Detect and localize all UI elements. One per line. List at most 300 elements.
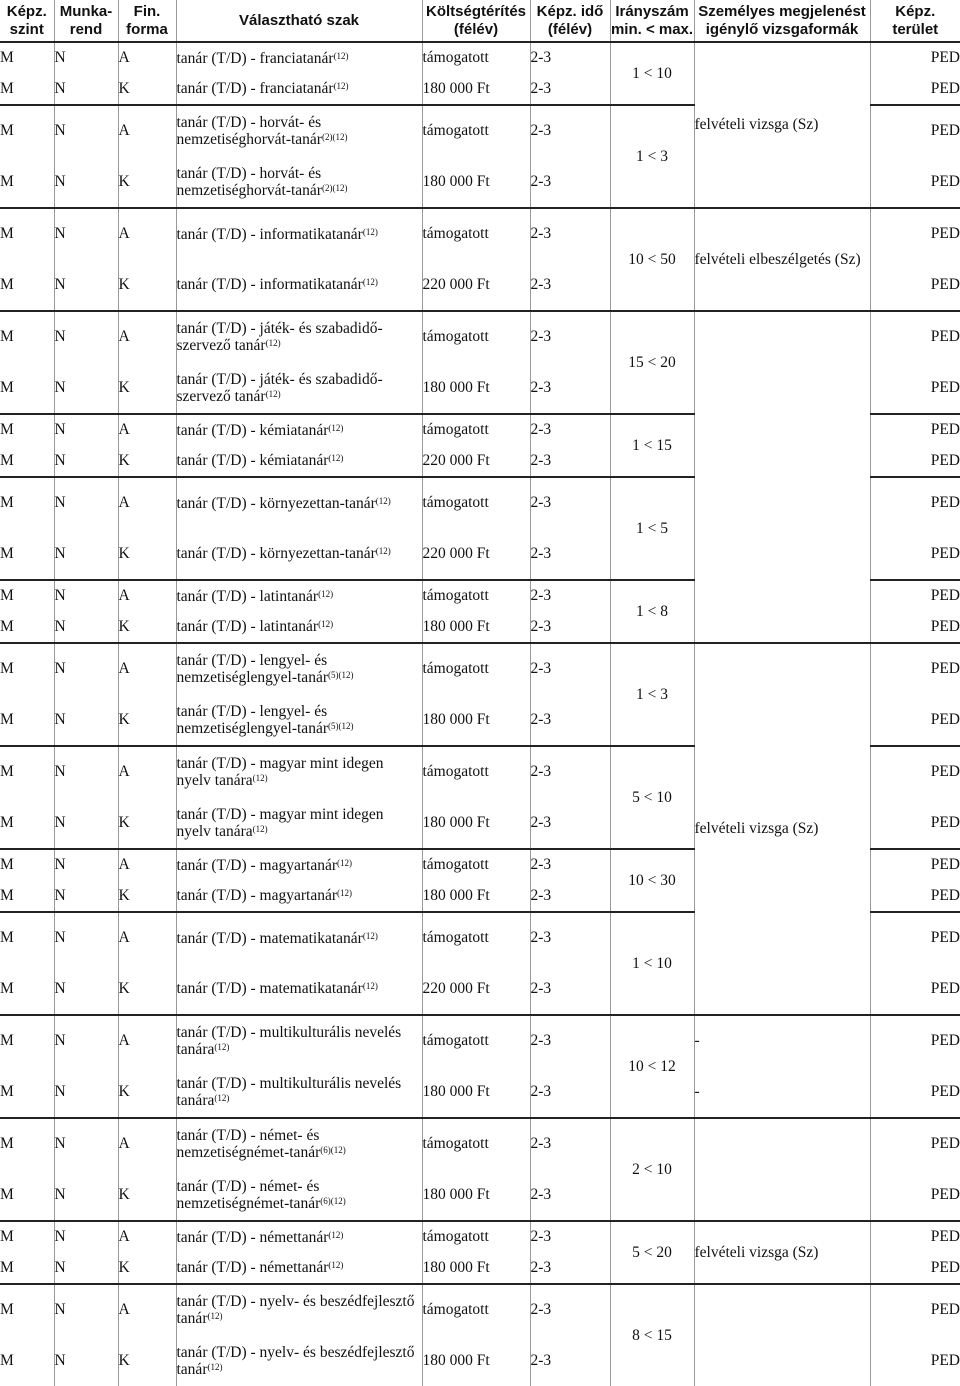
workmode-cell: N [54, 208, 118, 260]
workmode-cell: N [54, 1118, 118, 1170]
szak-cell [176, 964, 422, 1016]
workmode-cell: N [54, 964, 118, 1016]
szak-name: tanár (T/D) - nyelv- és beszédfejlesztő tanár [177, 1344, 415, 1378]
cost-cell: támogatott [422, 311, 530, 363]
footnote-ref: (5)(12) [328, 721, 354, 731]
footnote-ref: (12) [318, 589, 333, 599]
workmode-cell: N [54, 695, 118, 747]
level-cell: M [0, 1336, 54, 1386]
szak-name: tanár (T/D) - német- és nemzetiségnémet-tanár [177, 1127, 321, 1161]
level-cell: M [0, 363, 54, 415]
table-header [0, 0, 960, 42]
szak-cell [176, 208, 422, 260]
table-row [0, 1118, 960, 1170]
vizsga-cell: - [694, 1067, 870, 1119]
footnote-ref: (12) [328, 1260, 343, 1270]
duration-cell: 2-3 [530, 798, 610, 850]
szak-cell [176, 1336, 422, 1386]
duration-cell: 2-3 [530, 414, 610, 446]
footnote-ref: (12) [253, 824, 268, 834]
duration-cell: 2-3 [530, 529, 610, 581]
cost-cell: 220 000 Ft [422, 260, 530, 312]
footnote-ref: (5)(12) [328, 670, 354, 680]
finance-cell: K [118, 529, 176, 581]
terulet-cell: PED [870, 414, 960, 446]
terulet-cell: PED [870, 363, 960, 415]
szak-cell [176, 746, 422, 798]
iranyszam-cell: 1 < 15 [610, 414, 694, 477]
szak-cell [176, 1253, 422, 1285]
finance-cell: K [118, 964, 176, 1016]
duration-cell: 2-3 [530, 208, 610, 260]
szak-cell [176, 477, 422, 529]
header-iranyszam: Irányszám min. < max. [610, 0, 694, 42]
footnote-ref: (12) [266, 338, 281, 348]
finance-cell: K [118, 1170, 176, 1222]
table-row [0, 42, 960, 74]
szak-name: tanár (T/D) - némettanár [177, 1229, 329, 1246]
footnote-ref: (12) [207, 1311, 222, 1321]
szak-cell [176, 580, 422, 612]
terulet-cell: PED [870, 208, 960, 260]
workmode-cell: N [54, 580, 118, 612]
cost-cell: 220 000 Ft [422, 446, 530, 478]
header-vizsgaformak: Személyes megjelenést igénylő vizsgaformák [694, 0, 870, 42]
duration-cell: 2-3 [530, 964, 610, 1016]
cost-cell: támogatott [422, 208, 530, 260]
cost-cell: 180 000 Ft [422, 612, 530, 644]
cost-cell: támogatott [422, 1015, 530, 1067]
duration-cell: 2-3 [530, 1253, 610, 1285]
szak-name: tanár (T/D) - német- és nemzetiségnémet-tanár [177, 1178, 321, 1212]
level-cell: M [0, 1067, 54, 1119]
iranyszam-cell: 1 < 3 [610, 643, 694, 746]
duration-cell: 2-3 [530, 580, 610, 612]
workmode-cell: N [54, 643, 118, 695]
level-cell: M [0, 1253, 54, 1285]
terulet-cell: PED [870, 1015, 960, 1067]
level-cell: M [0, 260, 54, 312]
vizsga-cell: felvételi elbeszélgetés (Sz) [694, 208, 870, 311]
footnote-ref: (2)(12) [322, 132, 348, 142]
terulet-cell: PED [870, 157, 960, 209]
header-munkarend: Munka-rend [54, 0, 118, 42]
workmode-cell: N [54, 1284, 118, 1336]
footnote-ref: (12) [318, 619, 333, 629]
level-cell: M [0, 42, 54, 74]
level-cell: M [0, 849, 54, 881]
terulet-cell: PED [870, 746, 960, 798]
vizsga-cell: felvételi vizsga (Sz) [694, 42, 870, 208]
duration-cell: 2-3 [530, 912, 610, 964]
duration-cell: 2-3 [530, 311, 610, 363]
level-cell: M [0, 105, 54, 157]
level-cell: M [0, 311, 54, 363]
footnote-ref: (12) [337, 888, 352, 898]
iranyszam-cell: 10 < 30 [610, 849, 694, 912]
cost-cell: 180 000 Ft [422, 1170, 530, 1222]
cost-cell: támogatott [422, 643, 530, 695]
workmode-cell: N [54, 912, 118, 964]
terulet-cell: PED [870, 612, 960, 644]
szak-cell [176, 446, 422, 478]
finance-cell: A [118, 1118, 176, 1170]
table-row [0, 643, 960, 695]
terulet-cell: PED [870, 105, 960, 157]
cost-cell: 180 000 Ft [422, 1067, 530, 1119]
footnote-ref: (12) [328, 423, 343, 433]
duration-cell: 2-3 [530, 695, 610, 747]
szak-name: tanár (T/D) - játék- és szabadidő-szervező tanár [177, 320, 383, 354]
szak-cell [176, 42, 422, 74]
finance-cell: A [118, 1015, 176, 1067]
iranyszam-cell: 10 < 50 [610, 208, 694, 311]
duration-cell: 2-3 [530, 849, 610, 881]
footnote-ref: (12) [363, 981, 378, 991]
szak-cell [176, 1170, 422, 1222]
szak-name: tanár (T/D) - horvát- és nemzetiséghorvát-tanár [177, 165, 322, 199]
workmode-cell: N [54, 446, 118, 478]
vizsga-cell-empty [694, 311, 870, 643]
level-cell: M [0, 1284, 54, 1336]
terulet-cell: PED [870, 260, 960, 312]
szak-cell [176, 260, 422, 312]
szak-name: tanár (T/D) - kémiatanár [177, 452, 329, 469]
szak-name: tanár (T/D) - matematikatanár [177, 930, 363, 947]
cost-cell: 180 000 Ft [422, 881, 530, 913]
workmode-cell: N [54, 1253, 118, 1285]
finance-cell: K [118, 881, 176, 913]
level-cell: M [0, 746, 54, 798]
szak-cell [176, 1221, 422, 1253]
cost-cell: támogatott [422, 1284, 530, 1336]
finance-cell: K [118, 1067, 176, 1119]
cost-cell: 180 000 Ft [422, 798, 530, 850]
header-valaszthato-szak: Választható szak [176, 0, 422, 42]
szak-cell [176, 849, 422, 881]
szak-name: tanár (T/D) - némettanár [177, 1259, 329, 1276]
szak-cell [176, 1067, 422, 1119]
workmode-cell: N [54, 746, 118, 798]
terulet-cell: PED [870, 881, 960, 913]
cost-cell: 180 000 Ft [422, 157, 530, 209]
finance-cell: A [118, 643, 176, 695]
workmode-cell: N [54, 1170, 118, 1222]
szak-name: tanár (T/D) - franciatanár [177, 50, 334, 67]
finance-cell: A [118, 746, 176, 798]
duration-cell: 2-3 [530, 612, 610, 644]
terulet-cell: PED [870, 42, 960, 74]
footnote-ref: (12) [363, 227, 378, 237]
cost-cell: 180 000 Ft [422, 363, 530, 415]
iranyszam-cell: 5 < 20 [610, 1221, 694, 1284]
finance-cell: A [118, 105, 176, 157]
duration-cell: 2-3 [530, 746, 610, 798]
workmode-cell: N [54, 881, 118, 913]
duration-cell: 2-3 [530, 1336, 610, 1386]
workmode-cell: N [54, 311, 118, 363]
cost-cell: támogatott [422, 414, 530, 446]
iranyszam-cell: 1 < 3 [610, 105, 694, 208]
workmode-cell: N [54, 849, 118, 881]
level-cell: M [0, 643, 54, 695]
footnote-ref: (12) [253, 773, 268, 783]
level-cell: M [0, 529, 54, 581]
cost-cell: támogatott [422, 912, 530, 964]
duration-cell: 2-3 [530, 1118, 610, 1170]
cost-cell: támogatott [422, 746, 530, 798]
terulet-cell: PED [870, 1067, 960, 1119]
level-cell: M [0, 446, 54, 478]
level-cell: M [0, 477, 54, 529]
duration-cell: 2-3 [530, 1284, 610, 1336]
level-cell: M [0, 208, 54, 260]
cost-cell: támogatott [422, 477, 530, 529]
szak-cell [176, 74, 422, 106]
header-kepz-ido: Képz. idő (félév) [530, 0, 610, 42]
duration-cell: 2-3 [530, 477, 610, 529]
szak-name: tanár (T/D) - magyar mint idegen nyelv tanára [177, 755, 384, 789]
szak-cell [176, 798, 422, 850]
cost-cell: támogatott [422, 849, 530, 881]
duration-cell: 2-3 [530, 363, 610, 415]
duration-cell: 2-3 [530, 1015, 610, 1067]
finance-cell: A [118, 580, 176, 612]
szak-name: tanár (T/D) - multikulturális nevelés tanára [177, 1075, 402, 1109]
workmode-cell: N [54, 363, 118, 415]
header-kepz-szint: Képz. szint [0, 0, 54, 42]
finance-cell: A [118, 414, 176, 446]
terulet-cell: PED [870, 695, 960, 747]
workmode-cell: N [54, 105, 118, 157]
iranyszam-cell: 15 < 20 [610, 311, 694, 414]
workmode-cell: N [54, 612, 118, 644]
finance-cell: K [118, 612, 176, 644]
footnote-ref: (12) [363, 931, 378, 941]
table-body [0, 42, 960, 1386]
footnote-ref: (12) [207, 1362, 222, 1372]
szak-cell [176, 157, 422, 209]
terulet-cell: PED [870, 964, 960, 1016]
szak-name: tanár (T/D) - környezettan-tanár [177, 495, 376, 512]
level-cell: M [0, 1221, 54, 1253]
workmode-cell: N [54, 260, 118, 312]
workmode-cell: N [54, 414, 118, 446]
workmode-cell: N [54, 477, 118, 529]
terulet-cell: PED [870, 912, 960, 964]
cost-cell: 180 000 Ft [422, 74, 530, 106]
workmode-cell: N [54, 798, 118, 850]
header-fin-forma: Fin. forma [118, 0, 176, 42]
table-row [0, 1067, 960, 1119]
table-row [0, 311, 960, 363]
vizsga-cell: - [694, 1015, 870, 1067]
finance-cell: A [118, 912, 176, 964]
finance-cell: A [118, 477, 176, 529]
footnote-ref: (12) [363, 277, 378, 287]
level-cell: M [0, 1118, 54, 1170]
footnote-ref: (6)(12) [320, 1196, 346, 1206]
iranyszam-cell: 10 < 12 [610, 1015, 694, 1118]
finance-cell: A [118, 1221, 176, 1253]
szak-name: tanár (T/D) - matematikatanár [177, 980, 363, 997]
footnote-ref: (12) [337, 858, 352, 868]
szak-name: tanár (T/D) - kémiatanár [177, 422, 329, 439]
terulet-cell: PED [870, 311, 960, 363]
finance-cell: A [118, 849, 176, 881]
cost-cell: támogatott [422, 580, 530, 612]
szak-name: tanár (T/D) - franciatanár [177, 80, 334, 97]
footnote-ref: (12) [328, 1230, 343, 1240]
iranyszam-cell: 1 < 5 [610, 477, 694, 580]
terulet-cell: PED [870, 1221, 960, 1253]
vizsga-cell-empty [694, 1118, 870, 1221]
table-row [0, 1015, 960, 1067]
finance-cell: K [118, 1253, 176, 1285]
footnote-ref: (6)(12) [320, 1145, 346, 1155]
terulet-cell: PED [870, 798, 960, 850]
footnote-ref: (12) [334, 51, 349, 61]
iranyszam-cell: 1 < 10 [610, 912, 694, 1015]
level-cell: M [0, 1170, 54, 1222]
szak-cell [176, 881, 422, 913]
footnote-ref: (12) [266, 389, 281, 399]
szak-cell [176, 311, 422, 363]
szak-cell [176, 414, 422, 446]
iranyszam-cell: 2 < 10 [610, 1118, 694, 1221]
footnote-ref: (12) [214, 1093, 229, 1103]
workmode-cell: N [54, 1067, 118, 1119]
szak-cell [176, 105, 422, 157]
szak-name: tanár (T/D) - nyelv- és beszédfejlesztő tanár [177, 1293, 415, 1327]
cost-cell: 180 000 Ft [422, 1253, 530, 1285]
cost-cell: 220 000 Ft [422, 529, 530, 581]
vizsga-cell: felvételi vizsga (Sz) [694, 1221, 870, 1284]
szak-name: tanár (T/D) - lengyel- és nemzetiséglengyel-tanár [177, 652, 328, 686]
finance-cell: K [118, 157, 176, 209]
cost-cell: 180 000 Ft [422, 695, 530, 747]
header-kepz-terulet: Képz. terület [870, 0, 960, 42]
szak-cell [176, 695, 422, 747]
cost-cell: támogatott [422, 105, 530, 157]
footnote-ref: (12) [328, 453, 343, 463]
duration-cell: 2-3 [530, 1170, 610, 1222]
terulet-cell: PED [870, 529, 960, 581]
footnote-ref: (2)(12) [322, 183, 348, 193]
finance-cell: K [118, 1336, 176, 1386]
header-koltsegterites: Költségtérítés (félév) [422, 0, 530, 42]
iranyszam-cell: 5 < 10 [610, 746, 694, 849]
finance-cell: A [118, 208, 176, 260]
duration-cell: 2-3 [530, 42, 610, 74]
finance-cell: A [118, 311, 176, 363]
workmode-cell: N [54, 1015, 118, 1067]
workmode-cell: N [54, 1221, 118, 1253]
terulet-cell: PED [870, 446, 960, 478]
szak-name: tanár (T/D) - magyartanár [177, 857, 338, 874]
szak-name: tanár (T/D) - magyar mint idegen nyelv tanára [177, 806, 384, 840]
footnote-ref: (12) [334, 81, 349, 91]
iranyszam-cell: 1 < 10 [610, 42, 694, 105]
terulet-cell: PED [870, 580, 960, 612]
szak-cell [176, 529, 422, 581]
duration-cell: 2-3 [530, 1221, 610, 1253]
cost-cell: támogatott [422, 1221, 530, 1253]
vizsga-cell-empty [694, 1284, 870, 1386]
duration-cell: 2-3 [530, 260, 610, 312]
finance-cell: K [118, 798, 176, 850]
level-cell: M [0, 580, 54, 612]
szak-name: tanár (T/D) - informatikatanár [177, 276, 363, 293]
terulet-cell: PED [870, 477, 960, 529]
szak-name: tanár (T/D) - informatikatanár [177, 226, 363, 243]
szak-name: tanár (T/D) - latintanár [177, 588, 319, 605]
szak-name: tanár (T/D) - horvát- és nemzetiséghorvát-tanár [177, 114, 322, 148]
level-cell: M [0, 695, 54, 747]
finance-cell: K [118, 446, 176, 478]
duration-cell: 2-3 [530, 1067, 610, 1119]
duration-cell: 2-3 [530, 643, 610, 695]
vizsga-cell: felvételi vizsga (Sz) [694, 643, 870, 1015]
szak-name: tanár (T/D) - játék- és szabadidő-szervező tanár [177, 371, 383, 405]
table-row [0, 208, 960, 260]
duration-cell: 2-3 [530, 881, 610, 913]
finance-cell: A [118, 1284, 176, 1336]
terulet-cell: PED [870, 1284, 960, 1336]
szak-name: tanár (T/D) - környezettan-tanár [177, 545, 376, 562]
finance-cell: K [118, 74, 176, 106]
iranyszam-cell: 1 < 8 [610, 580, 694, 643]
szak-cell [176, 643, 422, 695]
terulet-cell: PED [870, 1253, 960, 1285]
level-cell: M [0, 798, 54, 850]
duration-cell: 2-3 [530, 74, 610, 106]
terulet-cell: PED [870, 643, 960, 695]
footnote-ref: (12) [214, 1042, 229, 1052]
terulet-cell: PED [870, 1170, 960, 1222]
duration-cell: 2-3 [530, 105, 610, 157]
cost-cell: támogatott [422, 42, 530, 74]
footnote-ref: (12) [376, 496, 391, 506]
finance-cell: K [118, 363, 176, 415]
terulet-cell: PED [870, 1336, 960, 1386]
workmode-cell: N [54, 157, 118, 209]
table-row [0, 1284, 960, 1336]
szak-cell [176, 1118, 422, 1170]
level-cell: M [0, 1015, 54, 1067]
szak-cell [176, 912, 422, 964]
finance-cell: A [118, 42, 176, 74]
terulet-cell: PED [870, 74, 960, 106]
szak-name: tanár (T/D) - multikulturális nevelés tanára [177, 1024, 402, 1058]
szak-name: tanár (T/D) - lengyel- és nemzetiséglengyel-tanár [177, 703, 328, 737]
szak-cell [176, 363, 422, 415]
terulet-cell: PED [870, 1118, 960, 1170]
cost-cell: támogatott [422, 1118, 530, 1170]
workmode-cell: N [54, 529, 118, 581]
szak-cell [176, 1015, 422, 1067]
level-cell: M [0, 612, 54, 644]
iranyszam-cell: 8 < 15 [610, 1284, 694, 1386]
level-cell: M [0, 881, 54, 913]
level-cell: M [0, 912, 54, 964]
cost-cell: 180 000 Ft [422, 1336, 530, 1386]
szak-cell [176, 612, 422, 644]
cost-cell: 220 000 Ft [422, 964, 530, 1016]
duration-cell: 2-3 [530, 157, 610, 209]
terulet-cell: PED [870, 849, 960, 881]
workmode-cell: N [54, 1336, 118, 1386]
